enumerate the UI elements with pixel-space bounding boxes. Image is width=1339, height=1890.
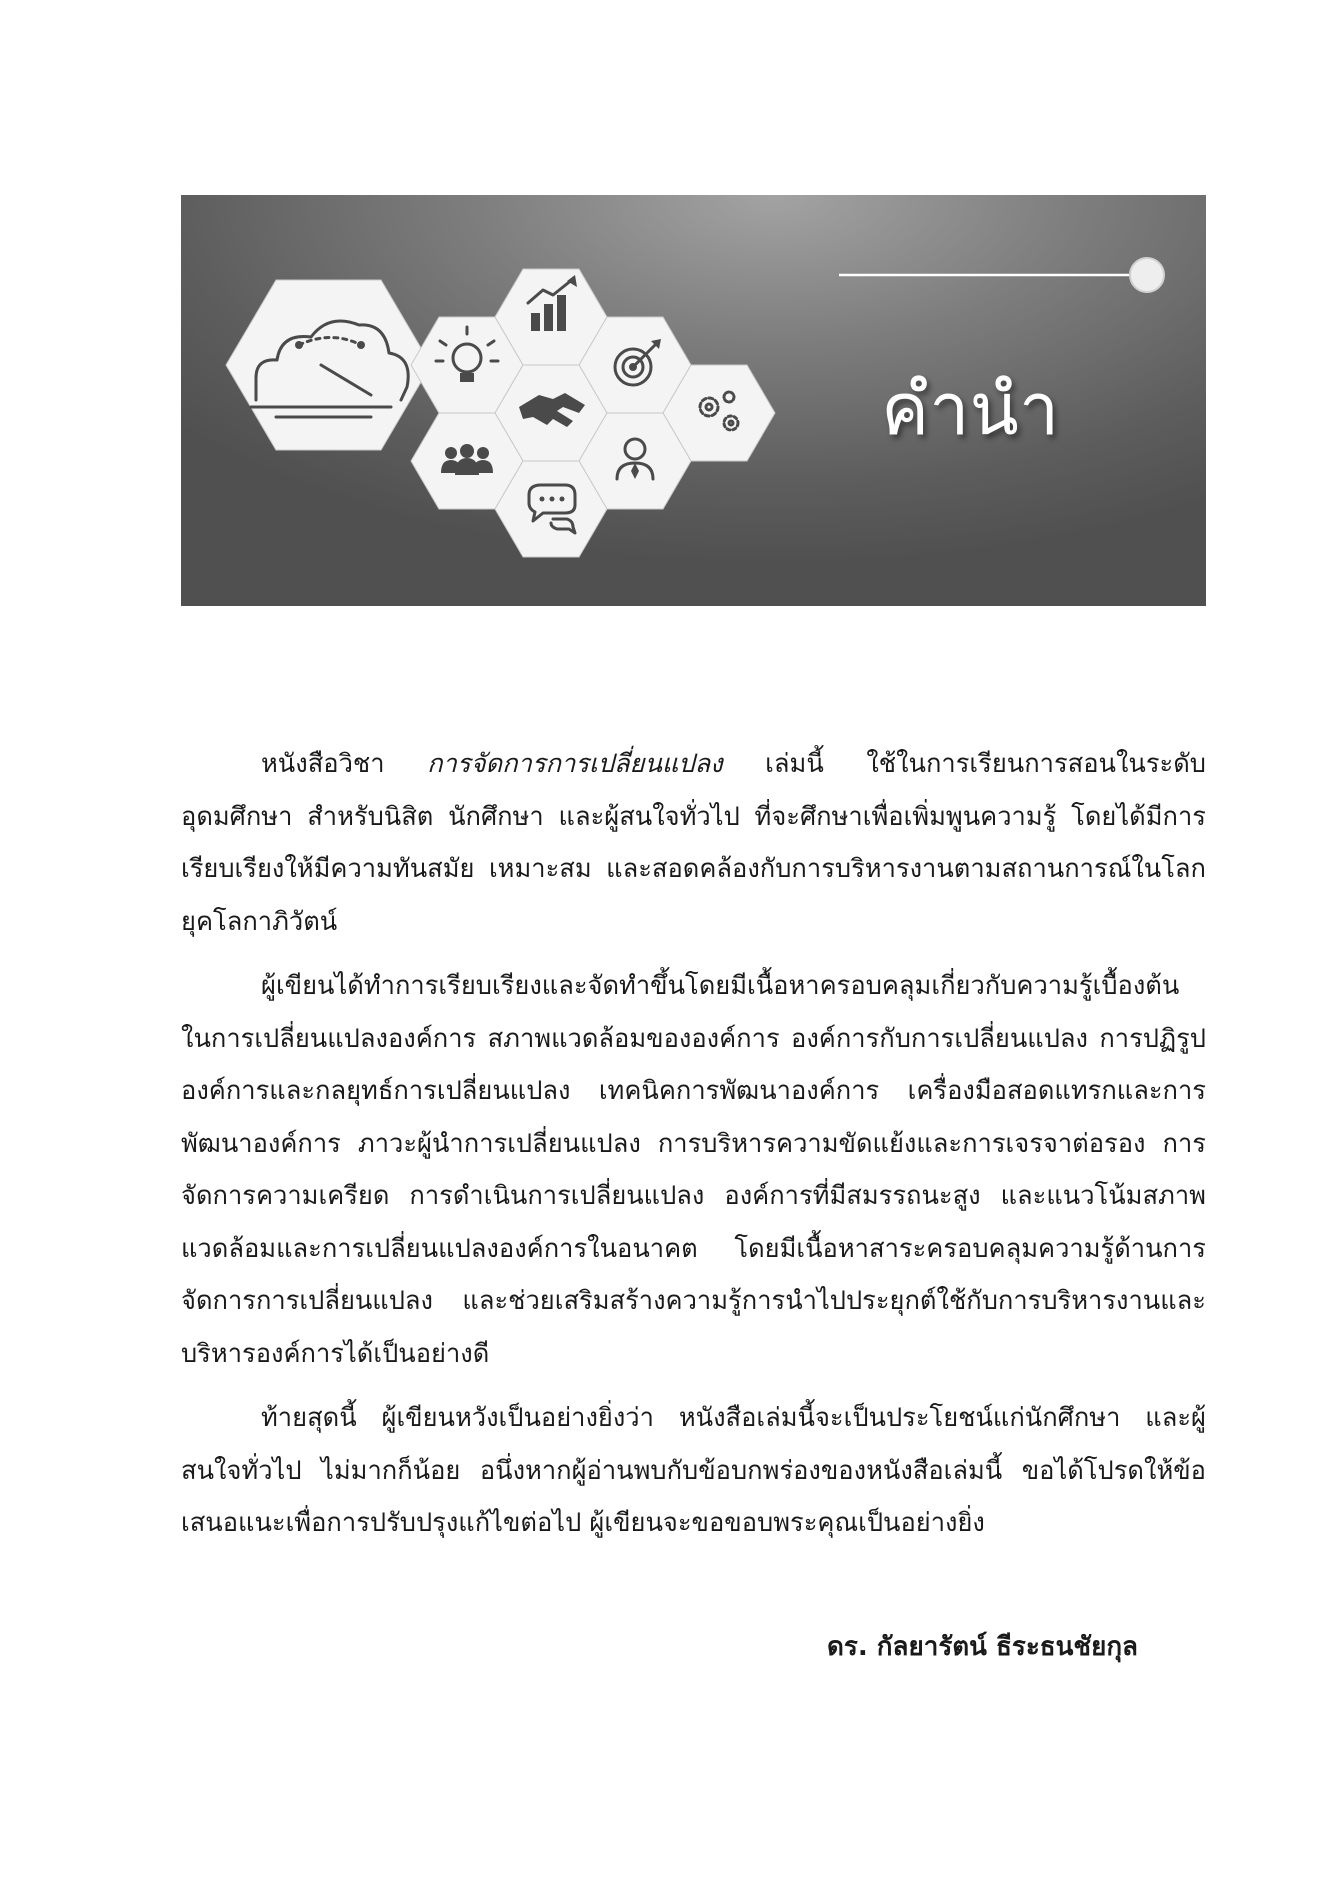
decorative-circle bbox=[1130, 258, 1164, 292]
paragraph-1 bbox=[181, 738, 1206, 948]
author-signature: ดร. กัลยารัตน์ ธีระธนชัยกุล bbox=[827, 1632, 1138, 1662]
cloud-network-icon bbox=[226, 280, 431, 450]
header-banner bbox=[181, 195, 1206, 606]
page-title: คำนำ bbox=[881, 367, 1060, 451]
book-title: การจัดการการเปลี่ยนแปลง bbox=[427, 749, 723, 779]
paragraph-1-rest: เล่มนี้ ใช้ในการเรียนการสอนในระดับอุดมศึกษา สำหรับนิสิต นักศึกษา และผู้สนใจทั่วไป ที่จะศึกษาเพื่อเพิ่มพูนความรู้ โดยได้มีการเรียบเรียงให้มีความทันสมัย เหมาะสม และสอดคล้องกับการบริหารงานตามสถานการณ์ในโลกยุคโลกาภิวัตน์ bbox=[181, 749, 1206, 937]
paragraph-3: ท้ายสุดนี้ ผู้เขียนหวังเป็นอย่างยิ่งว่า หนังสือเล่มนี้จะเป็นประโยชน์แก่นักศึกษา และผู้สนใจทั่วไป ไม่มากก็น้อย อนึ่งหากผู้อ่านพบกับข้อบกพร่องของหนังสือเล่มนี้ ขอได้โปรดให้ข้อเสนอแนะเพื่อการปรับปรุงแก้ไขต่อไป ผู้เขียนจะขอขอบพระคุณเป็นอย่างยิ่ง bbox=[181, 1403, 1206, 1538]
preface-body bbox=[181, 738, 1206, 1562]
paragraph-2: ผู้เขียนได้ทำการเรียบเรียงและจัดทำขึ้นโดยมีเนื้อหาครอบคลุมเกี่ยวกับความรู้เบื้องต้นในการเปลี่ยนแปลงองค์การ สภาพแวดล้อมขององค์การ องค์การกับการเปลี่ยนแปลง การปฏิรูปองค์การและกลยุทธ์การเปลี่ยนแปลง เทคนิคการพัฒนาองค์การ เครื่องมือสอดแทรกและการพัฒนาองค์การ ภาวะผู้นำการเปลี่ยนแปลง การบริหารความขัดแย้งและการเจรจาต่อรอง การจัดการความเครียด การดำเนินการเปลี่ยนแปลง องค์การที่มีสมรรถนะสูง และแนวโน้มสภาพแวดล้อมและการเปลี่ยนแปลงองค์การในอนาคต โดยมีเนื้อหาสาระครอบคลุมความรู้ด้านการจัดการการเปลี่ยนแปลง และช่วยเสริมสร้างความรู้การนำไปประยุกต์ใช้กับการบริหารงานและบริหารองค์การได้เป็นอย่างดี bbox=[181, 971, 1206, 1369]
paragraph-1-lead: หนังสือวิชา bbox=[261, 749, 428, 779]
